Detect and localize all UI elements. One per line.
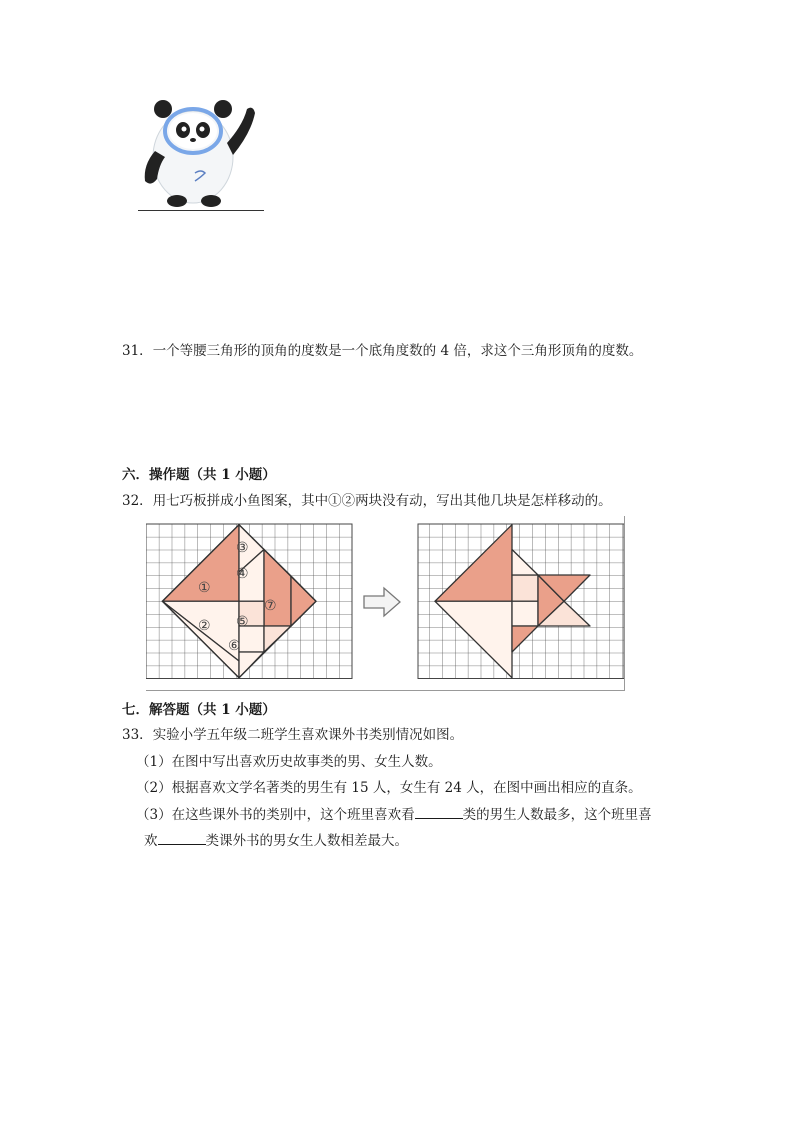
piece-label-1: ① bbox=[198, 580, 211, 596]
section-heading-6: 六．操作题（共 1 小题） bbox=[122, 467, 276, 483]
question-number: 33． bbox=[122, 727, 153, 743]
question-33 bbox=[122, 725, 463, 745]
mascot-figure bbox=[135, 95, 265, 213]
question-31 bbox=[122, 341, 642, 361]
answer-blank-1[interactable] bbox=[415, 804, 463, 819]
panda-mascot-icon bbox=[135, 95, 265, 213]
piece-label-4: ④ bbox=[236, 566, 249, 582]
question-text: 实验小学五年级二班学生喜欢课外书类别情况如图。 bbox=[152, 727, 464, 743]
part3-text-b: 类的男生人数最多，这个班里喜 bbox=[462, 807, 652, 823]
question-33-part-2: （2）根据喜欢文学名著类的男生有 15 人，女生有 24 人，在图中画出相应的直条。 bbox=[136, 780, 642, 796]
tangram-diagram bbox=[146, 516, 624, 690]
question-text: 一个等腰三角形的顶角的度数是一个底角度数的 4 倍，求这个三角形顶角的度数。 bbox=[152, 343, 643, 359]
right-arrow-icon bbox=[364, 588, 400, 616]
answer-blank-2[interactable] bbox=[158, 830, 206, 845]
piece-label-7: ⑦ bbox=[264, 598, 277, 614]
piece-label-3: ③ bbox=[236, 540, 249, 556]
part3-text-d: 类课外书的男女生人数相差最大。 bbox=[205, 833, 408, 849]
tangram-figure bbox=[146, 516, 625, 691]
part3-text-c: 欢 bbox=[144, 833, 158, 849]
mascot-underline bbox=[138, 210, 264, 211]
question-33-part-3-cont bbox=[144, 830, 408, 851]
section-heading-7: 七．解答题（共 1 小题） bbox=[122, 702, 276, 718]
piece-label-6: ⑥ bbox=[228, 638, 241, 654]
question-33-part-3 bbox=[136, 804, 652, 825]
question-number: 32． bbox=[122, 493, 153, 509]
piece-label-5: ⑤ bbox=[236, 614, 249, 630]
question-number: 31． bbox=[122, 343, 153, 359]
part3-text-a: （3）在这些课外书的类别中，这个班里喜欢看 bbox=[136, 807, 415, 823]
question-33-part-1: （1）在图中写出喜欢历史故事类的男、女生人数。 bbox=[136, 754, 442, 770]
piece-label-2: ② bbox=[198, 618, 211, 634]
question-32 bbox=[122, 491, 612, 511]
question-text: 用七巧板拼成小鱼图案，其中①②两块没有动，写出其他几块是怎样移动的。 bbox=[152, 493, 612, 509]
